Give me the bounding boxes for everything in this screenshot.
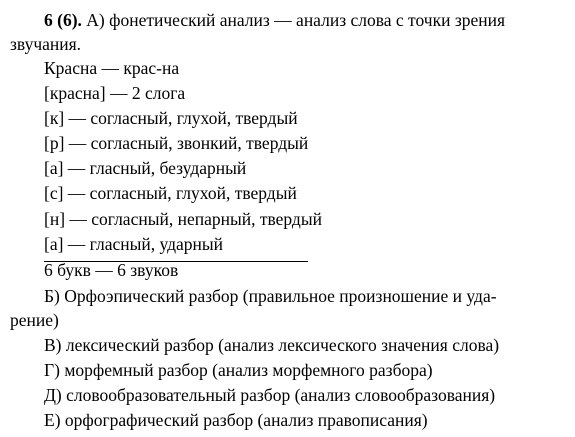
word-split: Красна — крас-на [44,58,180,78]
sound-line: [н] — согласный, непарный, твердый [44,209,322,229]
section-v: В) лексический разбор (анализ лексического значения слова) [44,335,500,355]
intro-line-2: звучания. [10,34,82,54]
sound-line: [а] — гласный, безударный [44,158,247,178]
letters-sounds-summary: 6 букв — 6 звуков [44,260,179,280]
sound-line: [а] — гласный, ударный [44,234,224,254]
section-g: Г) морфемный разбор (анализ морфемного разбора) [44,360,433,380]
intro-line-1 [44,9,505,31]
sound-line: [р] — согласный, звонкий, твердый [44,133,309,153]
transcription: [красна] — 2 слога [44,83,186,103]
section-d: Д) словообразовательный разбор (анализ словообразования) [44,385,496,405]
sound-line: [к] — согласный, глухой, твердый [44,108,298,128]
section-b-line-1: Б) Орфоэпический разбор (правильное произношение и уда- [44,286,497,306]
sound-line: [с] — согласный, глухой, твердый [44,183,297,203]
section-b-line-2: рение) [10,310,59,330]
intro-text: А) фонетический анализ — анализ слова с точки зрения [86,10,506,30]
section-e: Е) орфографический разбор (анализ правописания) [44,410,428,430]
exercise-number: 6 (6). [44,10,82,30]
